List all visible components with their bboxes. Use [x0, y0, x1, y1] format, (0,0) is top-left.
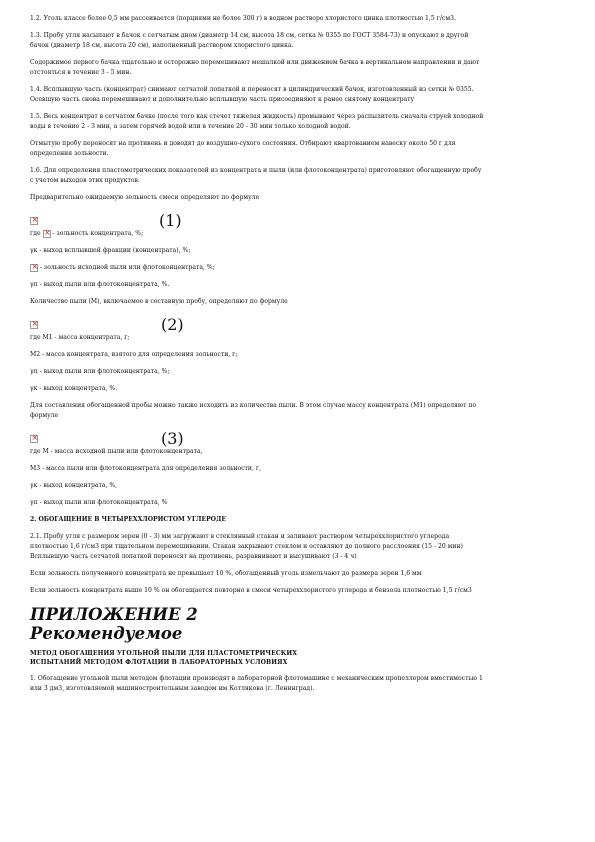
paragraph-mixing-b: отстояться в течение 3 - 5 мин.	[30, 69, 132, 76]
paragraph-formula-intro: Предварительно ожидаемую зольность смеси определяют по формуле	[30, 194, 260, 201]
paragraph-ash-dust	[30, 263, 570, 273]
ash-concentrate-text: - зольность концентрата, %;	[50, 230, 144, 237]
paragraph-m3: М3 - масса пыли или флотоконцентрата для определения зольности, г,	[30, 465, 261, 472]
appendix-title: ПРИЛОЖЕНИЕ 2	[30, 605, 198, 624]
paragraph-alt-b: формуле	[30, 412, 59, 419]
paragraph-yield-concentrate: γк - выход всплывшей фракции (концентрата), %;	[30, 247, 191, 254]
where-label: где	[30, 230, 41, 237]
paragraph-drying-a: Отмытую пробу переносят на противень и доводят до воздушно-сухого состояния. Отбирают квартованием навеску около 50 г для	[30, 140, 456, 147]
broken-image-icon	[43, 230, 51, 238]
paragraph-1-2: 1.2. Уголь классе более 0,5 мм рассеивается (порциями не более 300 г) в водном растворе хлористого цинка плотностью 1,5 г/см3.	[30, 15, 456, 22]
paragraph-mixing-a: Содержимое первого бачка тщательно и осторожно перемешивают мешалкой или движением бачка в вертикальном направлении и дают	[30, 59, 480, 66]
paragraph-1-5b: воды в течение 2 - 3 мин, а затем горячей водой или в течение 20 - 30 мин только холодной водой.	[30, 123, 351, 130]
formula-number: (3)	[161, 429, 184, 448]
paragraph-ash-low: Если зольность полученного концентрата не превышает 10 %, обогащенный уголь измельчают до размера зерен 1,6 мм	[30, 570, 422, 577]
formula-1	[30, 210, 570, 230]
paragraph-drying-b: определения зольности.	[30, 150, 109, 157]
paragraph-ash-high: Если зольность концентрата выше 10 % он обогащается повторно в смеси четыреххлористого углерода и бензола плотностью 1,5 г/см3	[30, 587, 472, 594]
paragraph-2-1b: плотностью 1,6 г/см3 при тщательном перемешивании. Стакан закрывают стеклом и оставляют до полного расслоения (15 - 20 мин)	[30, 543, 463, 550]
section-heading-2: 2. ОБОГАЩЕНИЕ В ЧЕТЫРЕХХЛОРИСТОМ УГЛЕРОДЕ	[30, 516, 227, 523]
paragraph-yield-dust-2: γп - выход пыли или флотоконцентрата, %;	[30, 368, 170, 375]
paragraph-yield-dust-3: γп - выход пыли или флотоконцентрата, %	[30, 499, 168, 506]
paragraph-dust-amount: Количество пыли (М), включаемое в составную пробу, определяют по формуле	[30, 298, 288, 305]
ash-dust-text: - зольность исходной пыли или флотоконцентрата, %;	[38, 264, 215, 271]
document-page	[30, 14, 570, 694]
formula-3	[30, 428, 570, 448]
formula-number: (1)	[159, 211, 182, 230]
broken-image-icon	[30, 217, 38, 225]
broken-image-icon	[30, 321, 38, 329]
paragraph-m1: где М1 - масса концентрата, г;	[30, 334, 130, 341]
appendix-paragraph-1a: 1. Обогащение угольной пыли методом флотации производят в лабораторной флотомашине с механическим пропеллером вместимостью 1	[30, 675, 483, 682]
paragraph-1-3b: бачок (диаметр 18 см, высота 20 см), наполненный раствором хлористого цинка.	[30, 42, 294, 49]
paragraph-1-4a: 1.4. Всплывшую часть (концентрат) снимают сетчатой лопаткой и переносят в цилиндрический бачок, изготовленный из сетки № 0355.	[30, 86, 474, 93]
paragraph-m: где М - масса исходной пыли или флотоконцентрата,	[30, 448, 203, 455]
paragraph-1-6b: с учетом выходов этих продуктов.	[30, 177, 140, 184]
paragraph-2-1a: 2.1. Пробу угля с размером зерен (0 - 3) мм загружают в стеклянный стакан и заливают раствором четыреххлористого углерода	[30, 533, 450, 540]
paragraph-yield-concentrate-3: γк - выход концентрата, %,	[30, 482, 118, 489]
paragraph-1-5a: 1.5. Весь концентрат в сетчатом бачке (после того как стечет тяжелая жидкость) промывают через распылитель сначала струей холодной	[30, 113, 484, 120]
paragraph-where-ash	[30, 229, 570, 239]
appendix-paragraph-1b: или 3 дм3, изготовляемой машиностроительным заводом им Котлякова (г. Ленинград).	[30, 685, 315, 692]
appendix-subtitle: Рекомендуемое	[30, 624, 183, 643]
method-title-b: ИСПЫТАНИЙ МЕТОДОМ ФЛОТАЦИИ В ЛАБОРАТОРНЫХ УСЛОВИЯХ	[30, 659, 288, 666]
formula-number: (2)	[161, 315, 184, 334]
paragraph-1-3a: 1.3. Пробу угля насыпают в бачок с сетчатым дном (диаметр 14 см, высота 18 см, сетка № 0355 по ГОСТ 3584-73) и опускают в другой	[30, 32, 469, 39]
broken-image-icon	[30, 264, 38, 272]
paragraph-1-4b: Осевшую часть снова перемешивают и дополнительно всплывшую часть присоединяют к ранее снятому концентрату	[30, 96, 415, 103]
paragraph-2-1c: Всплывшую часть сетчатой лопаткой переносят на противень, разравнивают и высушивают (3 - 4 ч)	[30, 553, 357, 560]
method-title-a: МЕТОД ОБОГАЩЕНИЯ УГОЛЬНОЙ ПЫЛИ ДЛЯ ПЛАСТОМЕТРИЧЕСКИХ	[30, 650, 298, 657]
broken-image-icon	[30, 435, 38, 443]
paragraph-alt-a: Для составления обогащенной пробы можно также исходить из количества пыли. В этом случае массу концентрата (М1) определяют по	[30, 402, 477, 409]
paragraph-yield-concentrate-2: γк - выход концентрата, %.	[30, 385, 118, 392]
paragraph-1-6a: 1.6. Для определения пластометрических показателей из концентрата и пыли (или флотоконцентрата) приготовляют обогащенную пробу	[30, 167, 482, 174]
formula-2	[30, 314, 570, 334]
paragraph-yield-dust: γп - выход пыли или флотоконцентрата, %.	[30, 281, 170, 288]
paragraph-m2: М2 - масса концентрата, взятого для определения зольности, г;	[30, 351, 238, 358]
